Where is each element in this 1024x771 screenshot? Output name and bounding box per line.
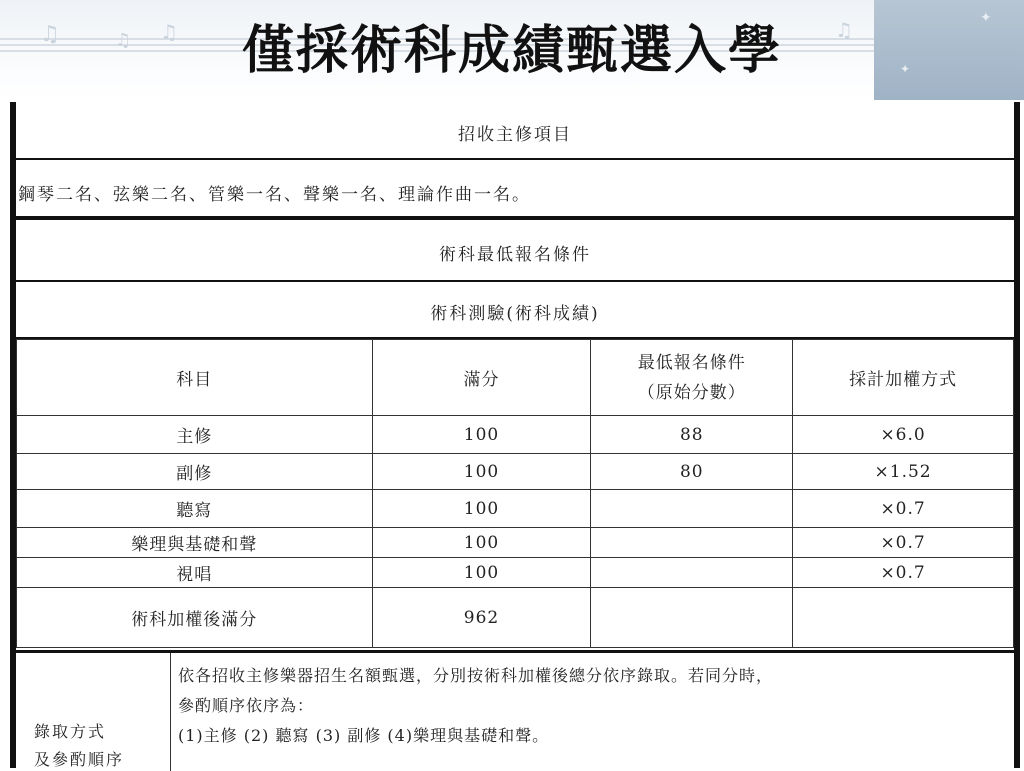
cell-weight: ×0.7 [793, 558, 1014, 588]
majors-header: 招收主修項目 [458, 125, 572, 145]
cell-weight: ×0.7 [793, 528, 1014, 558]
admission-method-line: 依各招收主修樂器招生名額甄選，分別按術科加權後總分依序錄取。若同分時， [178, 666, 774, 685]
table-row [17, 558, 1014, 588]
min-condition-label: 最低報名條件 [637, 352, 746, 373]
table-row [17, 454, 1014, 490]
cell-weight: ×0.7 [793, 490, 1014, 528]
column-header-subject: 科目 [17, 340, 373, 416]
music-note-icon: ♫ [835, 18, 853, 42]
cell-full-score: 962 [372, 588, 591, 648]
column-header-full-score: 滿分 [372, 340, 591, 416]
column-header-weighting: 採計加權方式 [793, 340, 1014, 416]
music-note-icon: ♫ [115, 30, 132, 51]
cell-subject: 樂理與基礎和聲 [17, 528, 373, 558]
admission-method-line: (1)主修 (2) 聽寫 (3) 副修 (4)樂理與基礎和聲。 [178, 726, 550, 745]
exam-header-row [16, 282, 1014, 339]
star-icon: ✦ [900, 62, 911, 76]
table-row [17, 490, 1014, 528]
admission-method-label-2: 及參酌順序 [34, 750, 125, 769]
majors-header-row [16, 102, 1014, 160]
cell-full-score: 100 [372, 416, 591, 454]
table-header-row [17, 340, 1014, 416]
admission-method-label: 錄取方式 [34, 722, 107, 741]
admission-method-section [16, 650, 1014, 768]
exam-header: 術科測驗(術科成績) [430, 304, 600, 324]
music-note-icon: ♫ [160, 20, 178, 44]
cell-full-score: 100 [372, 490, 591, 528]
cell-subject: 副修 [17, 454, 373, 490]
table-row [17, 528, 1014, 558]
admission-method-label-cell [16, 653, 171, 771]
cell-full-score: 100 [372, 558, 591, 588]
cell-weight: ×6.0 [793, 416, 1014, 454]
table-row [17, 416, 1014, 454]
table-total-row [17, 588, 1014, 648]
admission-method-line: 參酌順序依序為： [178, 696, 315, 715]
cell-subject: 主修 [17, 416, 373, 454]
grades-table [16, 339, 1014, 648]
page-title: 僅採術科成績甄選入學 [241, 21, 782, 81]
majors-text-row [16, 160, 1014, 220]
min-conditions-header: 術科最低報名條件 [439, 245, 591, 265]
cell-subject: 視唱 [17, 558, 373, 588]
majors-text: 鋼琴二名、弦樂二名、管樂一名、聲樂一名、理論作曲一名。 [18, 185, 531, 205]
cell-min-score [591, 528, 793, 558]
cell-subject: 聽寫 [17, 490, 373, 528]
cell-min-score: 80 [591, 454, 793, 490]
min-condition-sublabel: （原始分數） [637, 382, 746, 403]
music-note-icon: ♫ [40, 22, 60, 47]
min-conditions-header-row [16, 220, 1014, 282]
admission-document [10, 102, 1020, 768]
cell-full-score: 100 [372, 528, 591, 558]
cell-min-score [591, 490, 793, 528]
column-header-min-condition [591, 340, 793, 416]
star-icon: ✦ [980, 10, 992, 26]
cell-full-score: 100 [372, 454, 591, 490]
admission-method-text [178, 661, 1008, 751]
cell-subject: 術科加權後滿分 [17, 588, 373, 648]
cell-min-score: 88 [591, 416, 793, 454]
cell-min-score [591, 588, 793, 648]
cell-weight: ×1.52 [793, 454, 1014, 490]
cell-min-score [591, 558, 793, 588]
cell-weight [793, 588, 1014, 648]
